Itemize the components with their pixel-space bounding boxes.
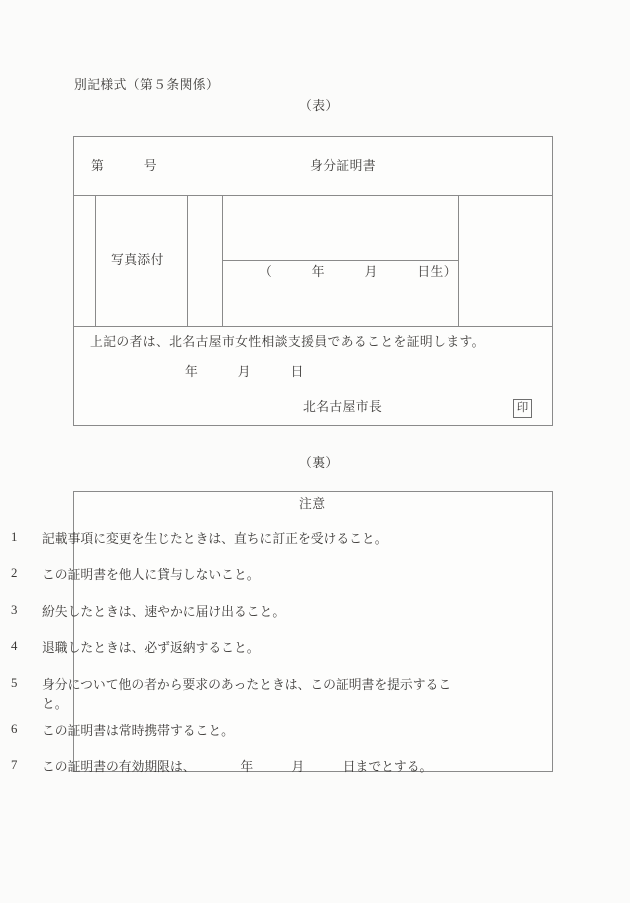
certificate-title: 身分証明書 [310,159,376,173]
name-birth-divider [222,260,458,261]
table-col-edge-4 [458,195,459,326]
note-number: 6 [11,722,18,736]
certificate-table [73,136,553,426]
note-number: 2 [11,566,18,580]
note-text: 記載事項に変更を生じたときは、直ちに訂正を受けること。 [42,532,388,546]
form-label: 別記様式（第５条関係） [74,78,220,92]
table-rule-row2 [74,326,552,327]
table-col-edge-2 [187,195,188,326]
note-text: この証明書の有効期限は、 年 月 日までとする。 [42,760,433,774]
table-rule-row1 [74,195,552,196]
birth-date-field: （ 年 月 日生） [259,265,457,279]
photo-attachment-label: 写真添付 [111,253,164,267]
note-item [11,758,469,777]
note-number: 3 [11,603,18,617]
note-text: 退職したときは、必ず返納すること。 [42,641,260,655]
certification-statement: 上記の者は、北名古屋市女性相談支援員であることを証明します。 [90,335,485,349]
note-item [11,530,469,549]
certificate-number-field: 第 号 [91,159,157,173]
note-number: 7 [11,758,18,772]
certification-date-field: 年 月 日 [185,365,304,379]
back-side-marker: （裏） [299,456,339,470]
note-item [11,722,469,741]
issuer-title: 北名古屋市長 [303,400,383,414]
seal-stamp-box: 印 [513,399,532,418]
note-item [11,566,469,585]
note-text: 身分について他の者から要求のあったときは、この証明書を提示すること。 [42,678,452,711]
note-text: 紛失したときは、速やかに届け出ること。 [42,605,286,619]
note-number: 1 [11,530,18,544]
note-text: この証明書は常時携帯すること。 [42,724,234,738]
note-item [11,639,469,658]
table-col-edge-1 [95,195,96,326]
note-item [11,603,469,622]
note-number: 4 [11,639,18,653]
notes-heading: 注意 [299,497,326,511]
note-number: 5 [11,676,18,690]
note-text: この証明書を他人に貸与しないこと。 [42,568,260,582]
note-item [11,676,469,714]
front-side-marker: （表） [299,99,339,113]
